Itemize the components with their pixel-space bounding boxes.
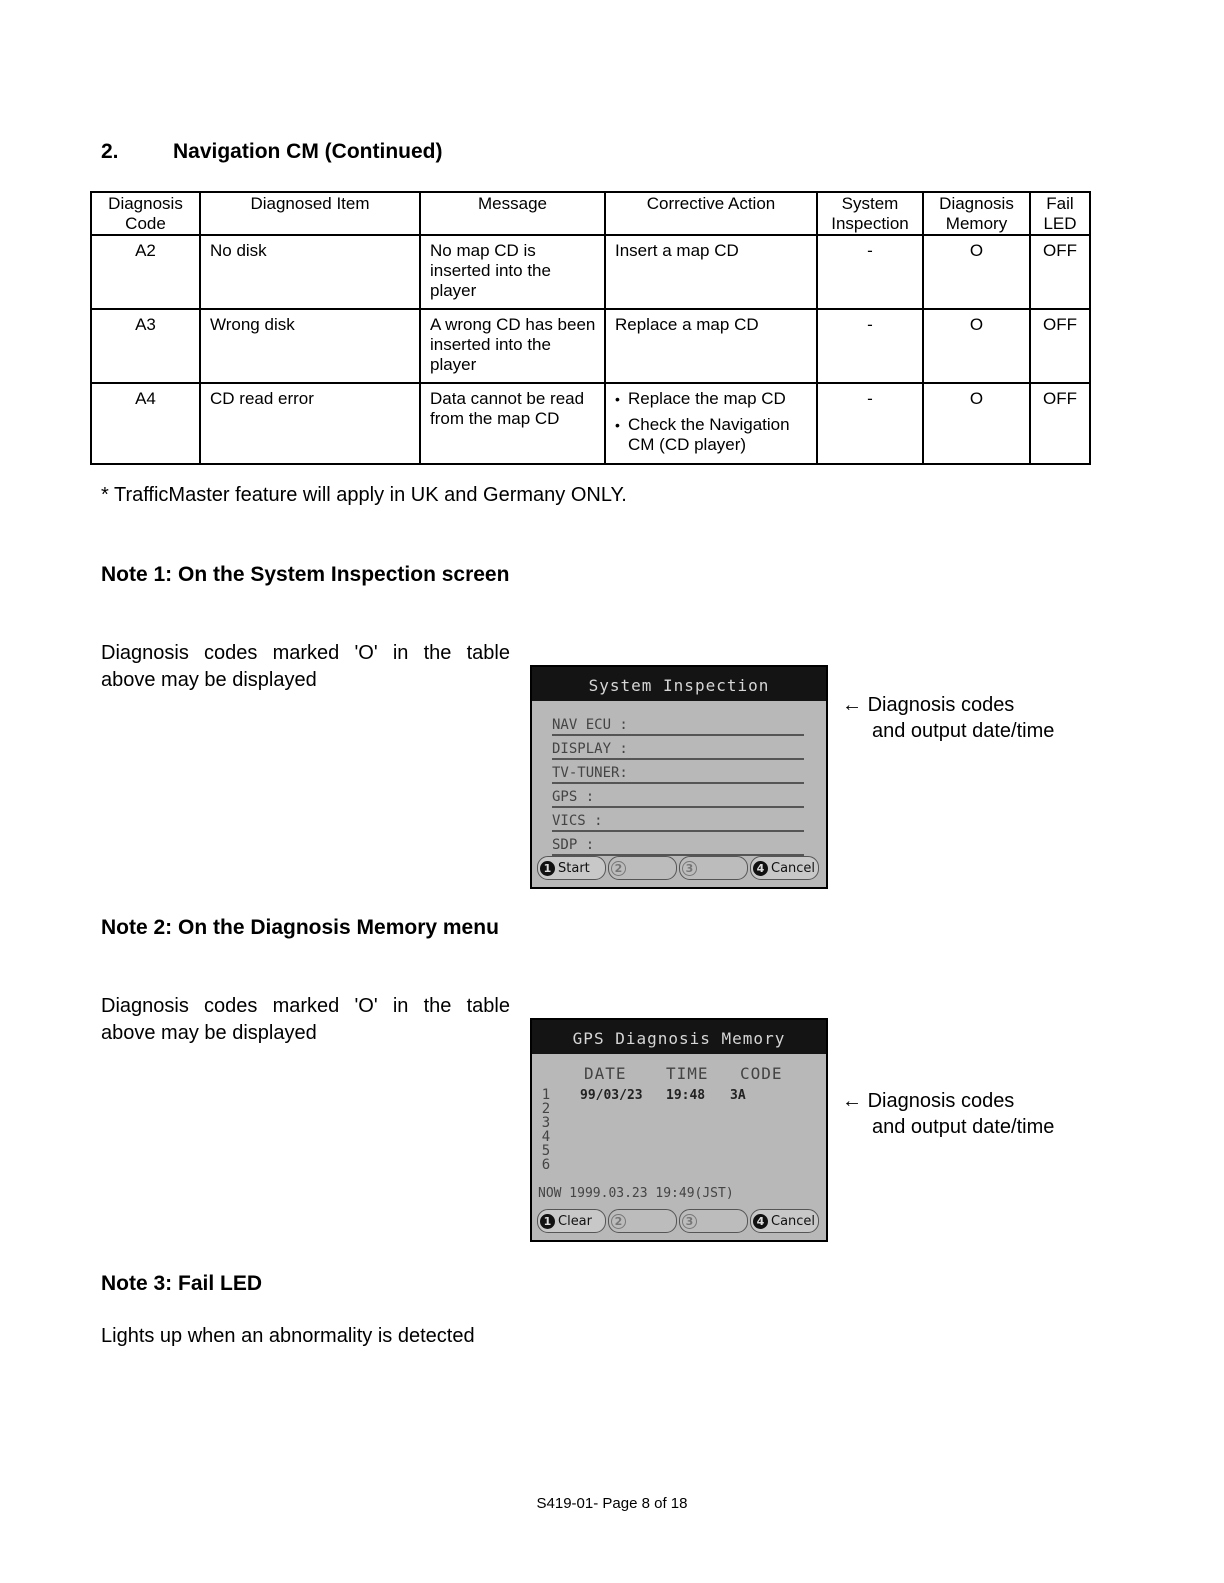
button-3[interactable] [679, 1209, 748, 1233]
cell-led: OFF [1030, 235, 1090, 309]
note2-body: Diagnosis codes marked 'O' in the table above may be displayed [101, 995, 510, 1044]
screen-button-row [537, 856, 819, 880]
cell-memory: O [923, 383, 1030, 464]
note1-title: Note 1: On the System Inspection screen [101, 563, 510, 586]
cell-message: A wrong CD has been inserted into the player [420, 309, 605, 383]
header-system-inspection: System Inspection [817, 192, 923, 235]
button-label: Cancel [771, 860, 816, 876]
note3-title: Note 3: Fail LED [101, 1272, 263, 1295]
button-number-icon: 1 [540, 1214, 555, 1229]
table-row [91, 309, 1090, 383]
cell-led: OFF [1030, 309, 1090, 383]
inspection-list [552, 713, 804, 857]
entry-index: 5 [541, 1143, 551, 1159]
section-title: Navigation CM (Continued) [173, 140, 443, 163]
button-label: Cancel [771, 1213, 816, 1229]
side-note-1 [842, 692, 1054, 744]
action-bullet: • Replace the map CD [615, 389, 810, 409]
note3-body: Lights up when an abnormality is detected [101, 1325, 475, 1347]
header-diagnosis-code: Diagnosis Code [91, 192, 200, 235]
cell-code: A3 [91, 309, 200, 383]
header-corrective-action: Corrective Action [605, 192, 817, 235]
diagnosis-table [90, 191, 1091, 465]
button-label: Start [558, 860, 590, 876]
cancel-button[interactable] [750, 856, 819, 880]
cell-action [605, 383, 817, 464]
table-header-row [91, 192, 1090, 235]
inspection-row: NAV ECU : [552, 713, 804, 736]
entry-index-list [540, 1088, 552, 1172]
entry-index: 4 [541, 1129, 551, 1145]
action-bullet: • Check the Navigation CM (CD player) [615, 415, 810, 455]
cell-message: Data cannot be read from the map CD [420, 383, 605, 464]
arrow-left-icon: ← [842, 694, 862, 716]
entry-index: 2 [541, 1101, 551, 1117]
inspection-row: VICS : [552, 809, 804, 832]
button-number-icon: 2 [611, 1214, 626, 1229]
button-number-icon: 3 [682, 1214, 697, 1229]
header-diagnosed-item: Diagnosed Item [200, 192, 420, 235]
cell-memory: O [923, 309, 1030, 383]
inspection-row: SDP : [552, 833, 804, 856]
side-note-2 [842, 1088, 1054, 1140]
entry-index: 1 [541, 1087, 551, 1103]
entry-index: 3 [541, 1115, 551, 1131]
screen-title: GPS Diagnosis Memory [532, 1020, 826, 1054]
cell-inspection: - [817, 235, 923, 309]
section-number: 2. [101, 140, 119, 163]
header-message: Message [420, 192, 605, 235]
column-date: DATE [584, 1064, 627, 1083]
clear-button[interactable] [537, 1209, 606, 1233]
side-note-line2: and output date/time [872, 1116, 1055, 1138]
diagnosis-memory-screen [530, 1018, 828, 1242]
action-list [615, 389, 810, 455]
cell-item: No disk [200, 235, 420, 309]
screen-button-row [537, 1209, 819, 1233]
start-button[interactable] [537, 856, 606, 880]
arrow-left-icon: ← [842, 1090, 862, 1112]
inspection-row: GPS : [552, 785, 804, 808]
entry-date: 99/03/23 [580, 1088, 643, 1103]
footnote: * TrafficMaster feature will apply in UK and Germany ONLY. [101, 484, 627, 506]
note1-body: Diagnosis codes marked 'O' in the table above may be displayed [101, 642, 510, 691]
inspection-row: TV-TUNER: [552, 761, 804, 784]
entry-time: 19:48 [666, 1088, 706, 1103]
cancel-button[interactable] [750, 1209, 819, 1233]
cell-item: CD read error [200, 383, 420, 464]
inspection-row: DISPLAY : [552, 737, 804, 760]
column-code: CODE [740, 1064, 783, 1083]
side-note-line1: Diagnosis codes [867, 1090, 1015, 1112]
side-note-line1: Diagnosis codes [867, 694, 1015, 716]
table-row [91, 383, 1090, 464]
button-number-icon: 4 [753, 861, 768, 876]
cell-code: A4 [91, 383, 200, 464]
button-2[interactable] [608, 856, 677, 880]
page-footer: S419-01- Page 8 of 18 [536, 1495, 688, 1512]
button-label: Clear [558, 1213, 592, 1229]
screen-title: System Inspection [532, 667, 826, 701]
entry-index: 6 [541, 1157, 551, 1173]
button-number-icon: 1 [540, 861, 555, 876]
cell-action: Replace a map CD [605, 309, 817, 383]
button-2[interactable] [608, 1209, 677, 1233]
cell-led: OFF [1030, 383, 1090, 464]
button-number-icon: 4 [753, 1214, 768, 1229]
current-time: NOW 1999.03.23 19:49(JST) [538, 1186, 734, 1201]
header-diagnosis-memory: Diagnosis Memory [923, 192, 1030, 235]
cell-inspection: - [817, 383, 923, 464]
button-number-icon: 2 [611, 861, 626, 876]
cell-message: No map CD is inserted into the player [420, 235, 605, 309]
section-heading [101, 140, 442, 164]
cell-memory: O [923, 235, 1030, 309]
entry-code: 3A [730, 1088, 746, 1103]
cell-item: Wrong disk [200, 309, 420, 383]
side-note-line2: and output date/time [872, 720, 1055, 742]
note2-title: Note 2: On the Diagnosis Memory menu [101, 916, 499, 939]
cell-inspection: - [817, 309, 923, 383]
system-inspection-screen [530, 665, 828, 889]
cell-code: A2 [91, 235, 200, 309]
column-time: TIME [666, 1064, 709, 1083]
table-row [91, 235, 1090, 309]
cell-action: Insert a map CD [605, 235, 817, 309]
header-fail-led: Fail LED [1030, 192, 1090, 235]
button-3[interactable] [679, 856, 748, 880]
button-number-icon: 3 [682, 861, 697, 876]
